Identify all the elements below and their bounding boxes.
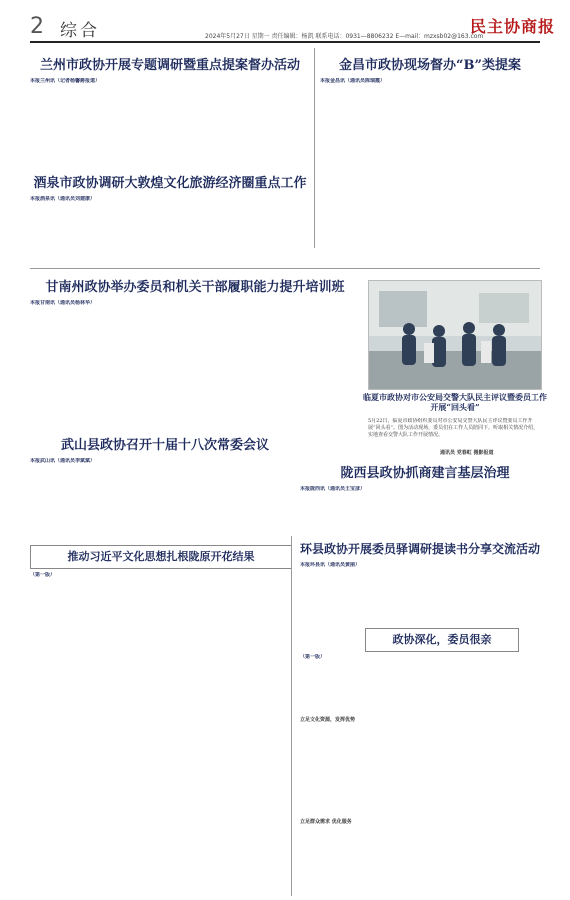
byline-xi-culture: （第一版）: [30, 572, 56, 578]
byline-longxi: 本报陇西讯（通讯员王宝彦）: [300, 486, 366, 492]
headline-wushan: 武山县政协召开十届十八次常委会议: [60, 438, 269, 453]
article-cppcc: [300, 654, 540, 890]
byline-huanxian: 本报环县讯（通讯员黄丽）: [300, 562, 361, 568]
column-divider: [314, 48, 315, 248]
headline-huanxian: 环县政协开展委员驿调研提读书分享交流活动: [300, 542, 541, 556]
headline-longxi: 陇西县政协抓商建言基层治理: [340, 466, 510, 481]
article-longxi: [300, 486, 540, 522]
headline-lanzhou: 兰州市政协开展专题调研暨重点提案督办活动: [39, 58, 300, 73]
header-rule: [30, 41, 540, 43]
headline-gannan: 甘南州政协举办委员和机关干部履职能力提升培训班: [45, 280, 345, 295]
article-lanzhou: [30, 78, 310, 163]
byline-lanzhou: 本报兰州讯（记者杨馨爵报道）: [30, 78, 101, 84]
headline-jiuquan: 酒泉市政协调研大敦煌文化旅游经济圈重点工作: [33, 176, 307, 191]
article-jiuquan: [30, 196, 310, 264]
byline-wushan: 本报武山讯（通讯员李斌斌）: [30, 458, 96, 464]
article-huanxian: [300, 562, 540, 626]
byline-jiuquan: 本报酒泉讯（通讯员刘建康）: [30, 196, 96, 202]
page-number: 2: [30, 14, 44, 39]
article-xi-culture: [30, 572, 285, 890]
byline-cppcc: （第一版）: [300, 654, 326, 660]
photo-credit: 通讯员 党春虹 摄影报道: [440, 450, 494, 456]
headline-cppcc: 政协深化，委员很亲: [392, 633, 492, 646]
section-rule: [30, 268, 540, 269]
feature-headline-box: [30, 545, 292, 569]
newspaper-logo: 民主协商报: [470, 17, 556, 36]
subhead-culture: 立足文化资源，发挥优势: [300, 717, 356, 723]
section-title: 综合: [60, 21, 100, 41]
article-gannan: [30, 300, 360, 385]
photo-caption: 5月22日，临夏市政协组织委员对市公安局交警大队民主评议暨委员工作开展“回头看”。图为活动现场，委员们在工作人员陪同下，听取相关情况介绍，实地查看交警大队工作开展情况。: [368, 418, 539, 438]
feature-headline-box-2: [365, 628, 519, 652]
page-meta: 2024年5月27日 星期一 责任编辑：杨凯 联系电话：0931—8806232 E—mail：mzxsb02@163.com: [205, 33, 484, 40]
subhead-service: 立足群众需求 优化服务: [300, 819, 352, 825]
headline-jinchang: 金昌市政协现场督办“B”类提案: [339, 58, 521, 73]
photo-title: 临夏市政协对市公安局交警大队民主评议暨委员工作开展“回头看”: [363, 392, 547, 412]
bottom-column-divider: [291, 536, 292, 896]
article-jinchang: [320, 78, 540, 246]
byline-jinchang: 本报金昌讯（通讯员陈瑞霞）: [320, 78, 386, 84]
headline-xi-culture: 推动习近平文化思想扎根陇原开花结果: [67, 550, 255, 563]
news-photo: [368, 280, 542, 390]
byline-gannan: 本报甘南讯（通讯员杨林华）: [30, 300, 96, 306]
article-wushan: [30, 458, 300, 526]
